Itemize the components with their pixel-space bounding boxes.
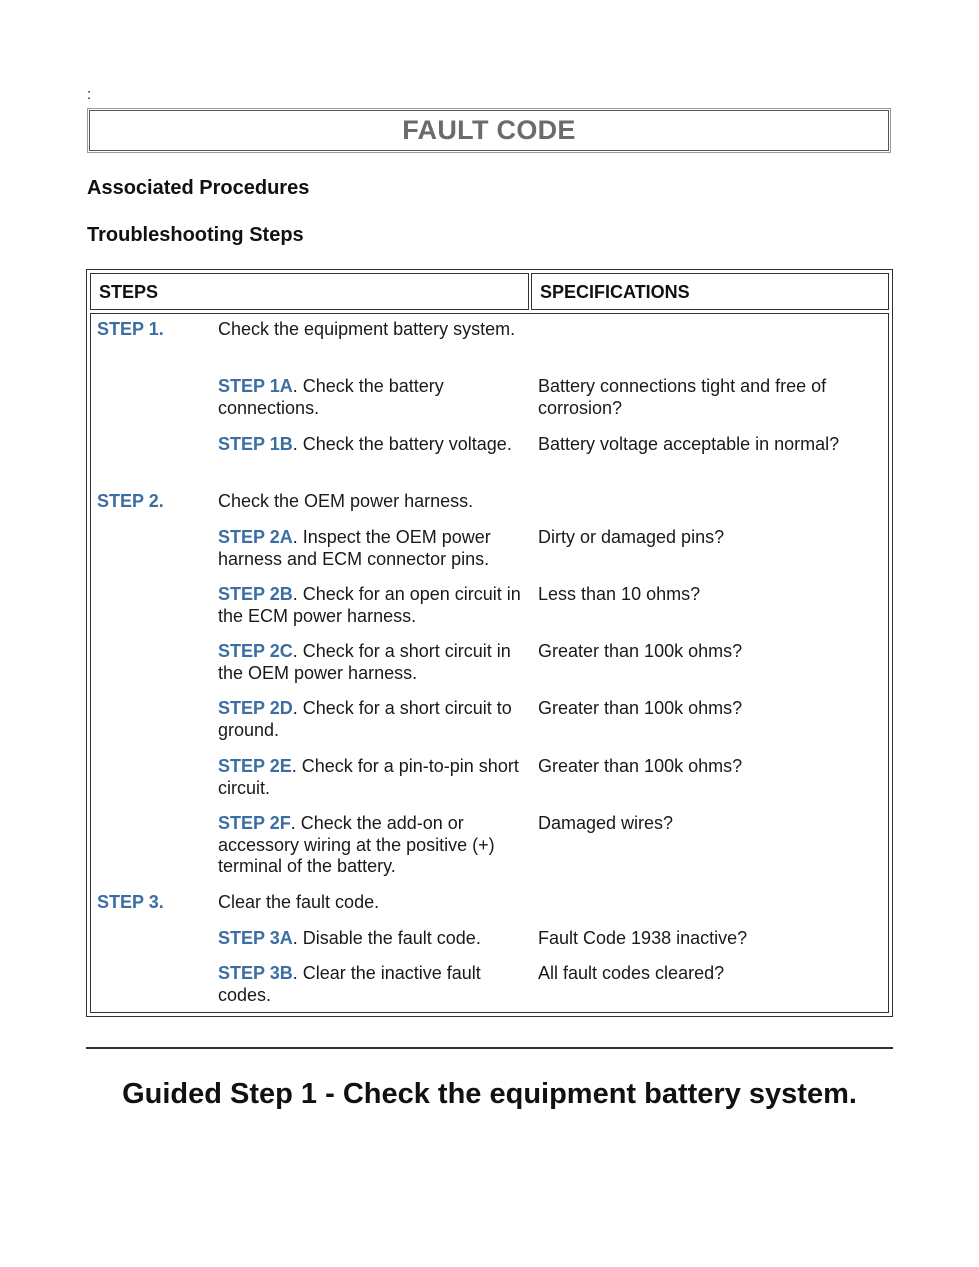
page-title: FAULT CODE (402, 115, 576, 145)
step-label[interactable]: STEP 2. (97, 491, 164, 511)
substep-label[interactable]: STEP 2F (218, 813, 291, 833)
substep (218, 434, 528, 456)
substep-text: . Disable the fault code. (292, 928, 481, 948)
substep-text: . Check for a short circuit in the OEM power harness. (218, 641, 511, 683)
substep-spec: Dirty or damaged pins? (538, 527, 725, 547)
substep-text: . Check for a pin-to-pin short circuit. (218, 756, 519, 798)
substep-label[interactable]: STEP 2B (218, 584, 293, 604)
step-description: Check the OEM power harness. (218, 491, 474, 511)
substep-spec: Fault Code 1938 inactive? (538, 928, 748, 948)
substep-spec: Greater than 100k ohms? (538, 756, 743, 776)
column-header-specifications: SPECIFICATIONS (531, 273, 889, 310)
fault-code-title-box (89, 110, 889, 151)
substep-spec: Greater than 100k ohms? (538, 641, 743, 661)
substep-spec: All fault codes cleared? (538, 963, 725, 983)
substep-label[interactable]: STEP 1A (218, 376, 293, 396)
substep (218, 584, 528, 627)
guided-step-heading: Guided Step 1 - Check the equipment battery system. (122, 1078, 857, 1110)
step-description: Clear the fault code. (218, 892, 380, 912)
substep (218, 756, 528, 799)
substep (218, 963, 528, 1006)
substep-text: . Check for a short circuit to ground. (218, 698, 512, 740)
substep (218, 641, 528, 684)
substep-text: . Check the battery connections. (218, 376, 444, 418)
substep-text: . Inspect the OEM power harness and ECM connector pins. (218, 527, 491, 569)
substep-label[interactable]: STEP 1B (218, 434, 293, 454)
colon-mark: : (87, 86, 92, 103)
step-description: Check the equipment battery system. (218, 319, 516, 339)
associated-procedures-heading[interactable]: Associated Procedures (87, 177, 310, 199)
substep-label[interactable]: STEP 2A (218, 527, 293, 547)
substep-spec: Damaged wires? (538, 813, 674, 833)
substep-spec: Battery voltage acceptable in normal? (538, 434, 840, 454)
substep-label[interactable]: STEP 2D (218, 698, 293, 718)
section-divider (86, 1047, 893, 1049)
substep-text: . Check for an open circuit in the ECM power harness. (218, 584, 521, 626)
substep-label[interactable]: STEP 3A (218, 928, 293, 948)
troubleshooting-steps-heading: Troubleshooting Steps (87, 224, 304, 246)
substep (218, 813, 528, 878)
column-header-steps: STEPS (90, 273, 529, 310)
substep-spec: Less than 10 ohms? (538, 584, 701, 604)
substep (218, 527, 528, 570)
substep-text: . Clear the inactive fault codes. (218, 963, 481, 1005)
substep (218, 698, 528, 741)
substep-text: . Check the battery voltage. (292, 434, 512, 454)
step-label[interactable]: STEP 1. (97, 319, 164, 339)
substep (218, 376, 528, 419)
substep-label[interactable]: STEP 3B (218, 963, 293, 983)
step-label[interactable]: STEP 3. (97, 892, 164, 912)
substep-label[interactable]: STEP 2E (218, 756, 292, 776)
substep-spec: Battery connections tight and free of corrosion? (538, 376, 827, 418)
substep-spec: Greater than 100k ohms? (538, 698, 743, 718)
substep (218, 928, 528, 950)
substep-text: . Check the add-on or accessory wiring at the positive (+) terminal of the battery. (218, 813, 495, 876)
substep-label[interactable]: STEP 2C (218, 641, 293, 661)
